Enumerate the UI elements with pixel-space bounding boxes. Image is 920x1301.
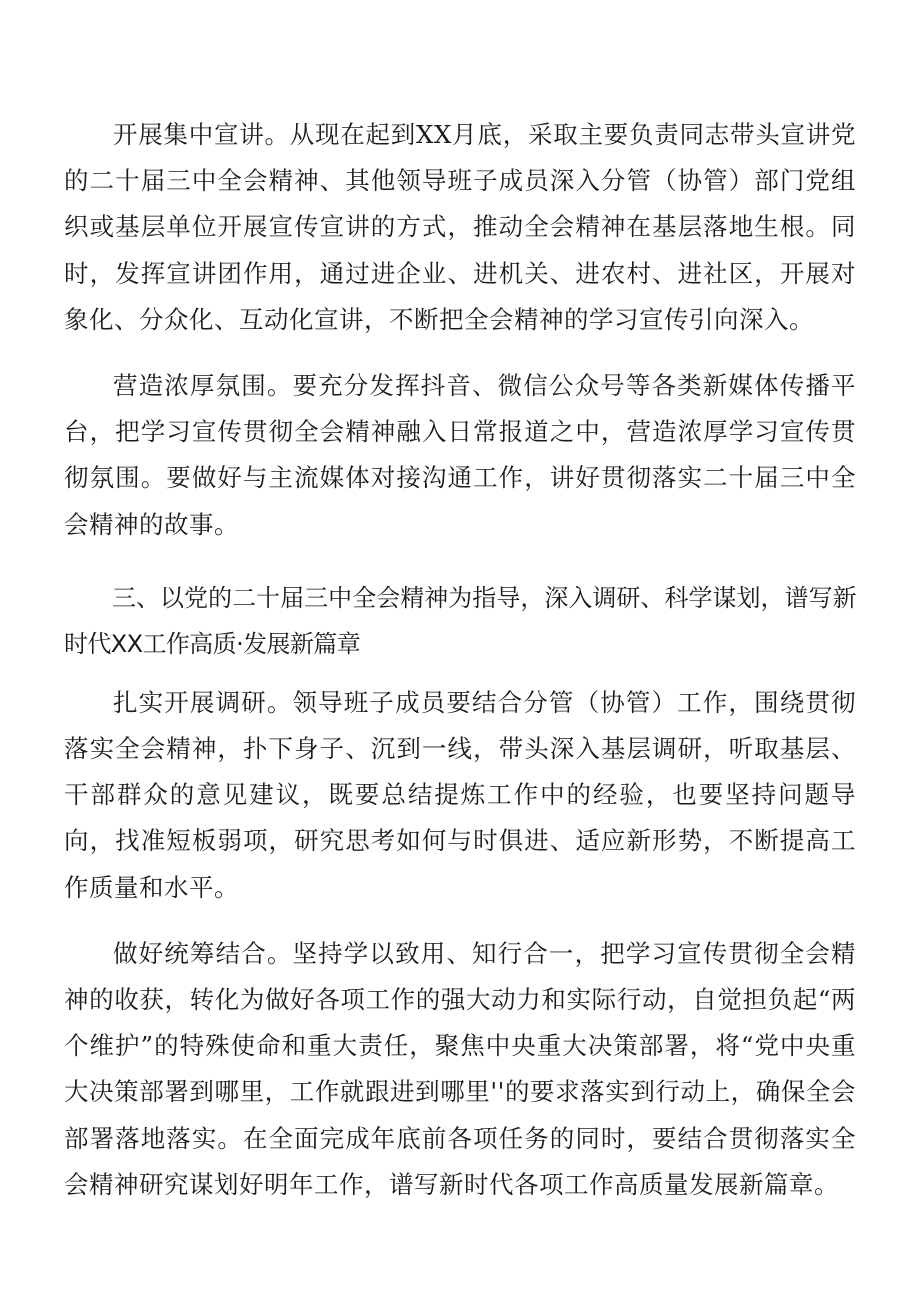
paragraph-research: 扎实开展调研。领导班子成员要结合分管（协管）工作，围绕贯彻落实全会精神，扑下身子、沉到一线，带头深入基层调研，听取基层、干部群众的意见建议，既要总结提炼工作中的经验，也要坚持问题导向，找准短板弱项，研究思考如何与时俱进、适应新形势，不断提高工作质量和水平。	[64, 687, 856, 902]
paragraph-coordination: 做好统筹结合。坚持学以致用、知行合一，把学习宣传贯彻全会精神的收获，转化为做好各项工作的强大动力和实际行动，自觉担负起“两个维护”的特殊使命和重大责任，聚焦中央重大决策部署，将“党中央重大决策部署到哪里，工作就跟进到哪里''的要求落实到行动上，确保全会部署落地落实。在全面完成年底前各项任务的同时，要结合贯彻落实全会精神研究谋划好明年工作，谱写新时代各项工作高质量发展新篇章。	[64, 938, 856, 1199]
paragraph-atmosphere: 营造浓厚氛围。要充分发挥抖音、微信公众号等各类新媒体传播平台，把学习宣传贯彻全会精神融入日常报道之中，营造浓厚学习宣传贯彻氛围。要做好与主流媒体对接沟通工作，讲好贯彻落实二十届三中全会精神的故事。	[64, 371, 856, 539]
paragraph-concentrated-lectures: 开展集中宣讲。从现在起到XX月底，采取主要负责同志带头宣讲党的二十届三中全会精神、其他领导班子成员深入分管（协管）部门党组织或基层单位开展宣传宣讲的方式，推动全会精神在基层落地生根。同时，发挥宣讲团作用，通过进企业、进机关、进农村、进社区，开展对象化、分众化、互动化宣讲，不断把全会精神的学习宣传引向深入。	[64, 120, 856, 334]
section-heading-three: 三、以党的二十届三中全会精神为指导，深入调研、科学谋划，谱写新时代XX工作高质·发展新篇章	[64, 583, 856, 658]
document-page	[64, 112, 856, 1208]
